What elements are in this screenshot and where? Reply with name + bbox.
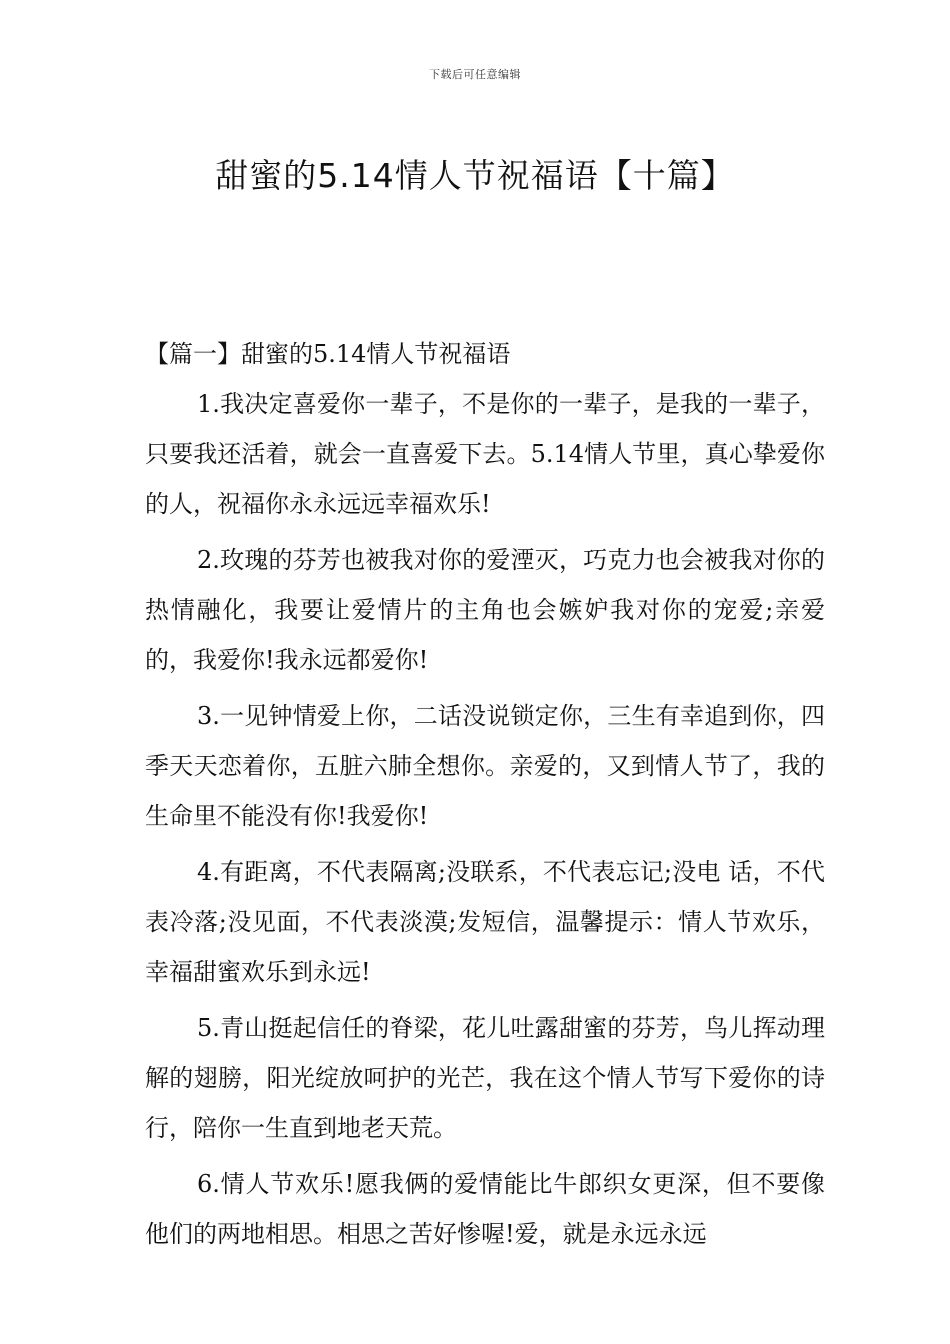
paragraph-2: 2.玫瑰的芬芳也被我对你的爱湮灭，巧克力也会被我对你的热情融化，我要让爱情片的主角也会嫉妒我对你的宠爱;亲爱的，我爱你!我永远都爱你! (145, 546, 825, 674)
header-note: 下载后可任意编辑 (429, 68, 521, 81)
document-title: 甜蜜的5.14情人节祝福语【十篇】 (215, 156, 735, 196)
paragraph-1: 1.我决定喜爱你一辈子，不是你的一辈子，是我的一辈子，只要我还活着，就会一直喜爱下去。5.14情人节里，真心挚爱你的人，祝福你永永远远幸福欢乐! (145, 390, 825, 518)
section-heading: 【篇一】甜蜜的5.14情人节祝福语 (145, 340, 511, 368)
document-body (145, 329, 825, 1265)
paragraph-4: 4.有距离，不代表隔离;没联系，不代表忘记;没电 话，不代表冷落;没见面，不代表淡漠;发短信，温馨提示：情人节欢乐，幸福甜蜜欢乐到永远! (145, 858, 825, 986)
paragraph-5: 5.青山挺起信任的脊梁，花儿吐露甜蜜的芬芳，鸟儿挥动理解的翅膀，阳光绽放呵护的光芒，我在这个情人节写下爱你的诗行，陪你一生直到地老天荒。 (145, 1014, 825, 1142)
paragraph-6: 6.情人节欢乐!愿我俩的爱情能比牛郎织女更深，但不要像他们的两地相思。相思之苦好惨喔!爱，就是永远永远 (145, 1170, 825, 1248)
paragraph-3: 3.一见钟情爱上你，二话没说锁定你，三生有幸追到你，四季天天恋着你，五脏六肺全想你。亲爱的，又到情人节了，我的生命里不能没有你!我爱你! (145, 702, 825, 830)
